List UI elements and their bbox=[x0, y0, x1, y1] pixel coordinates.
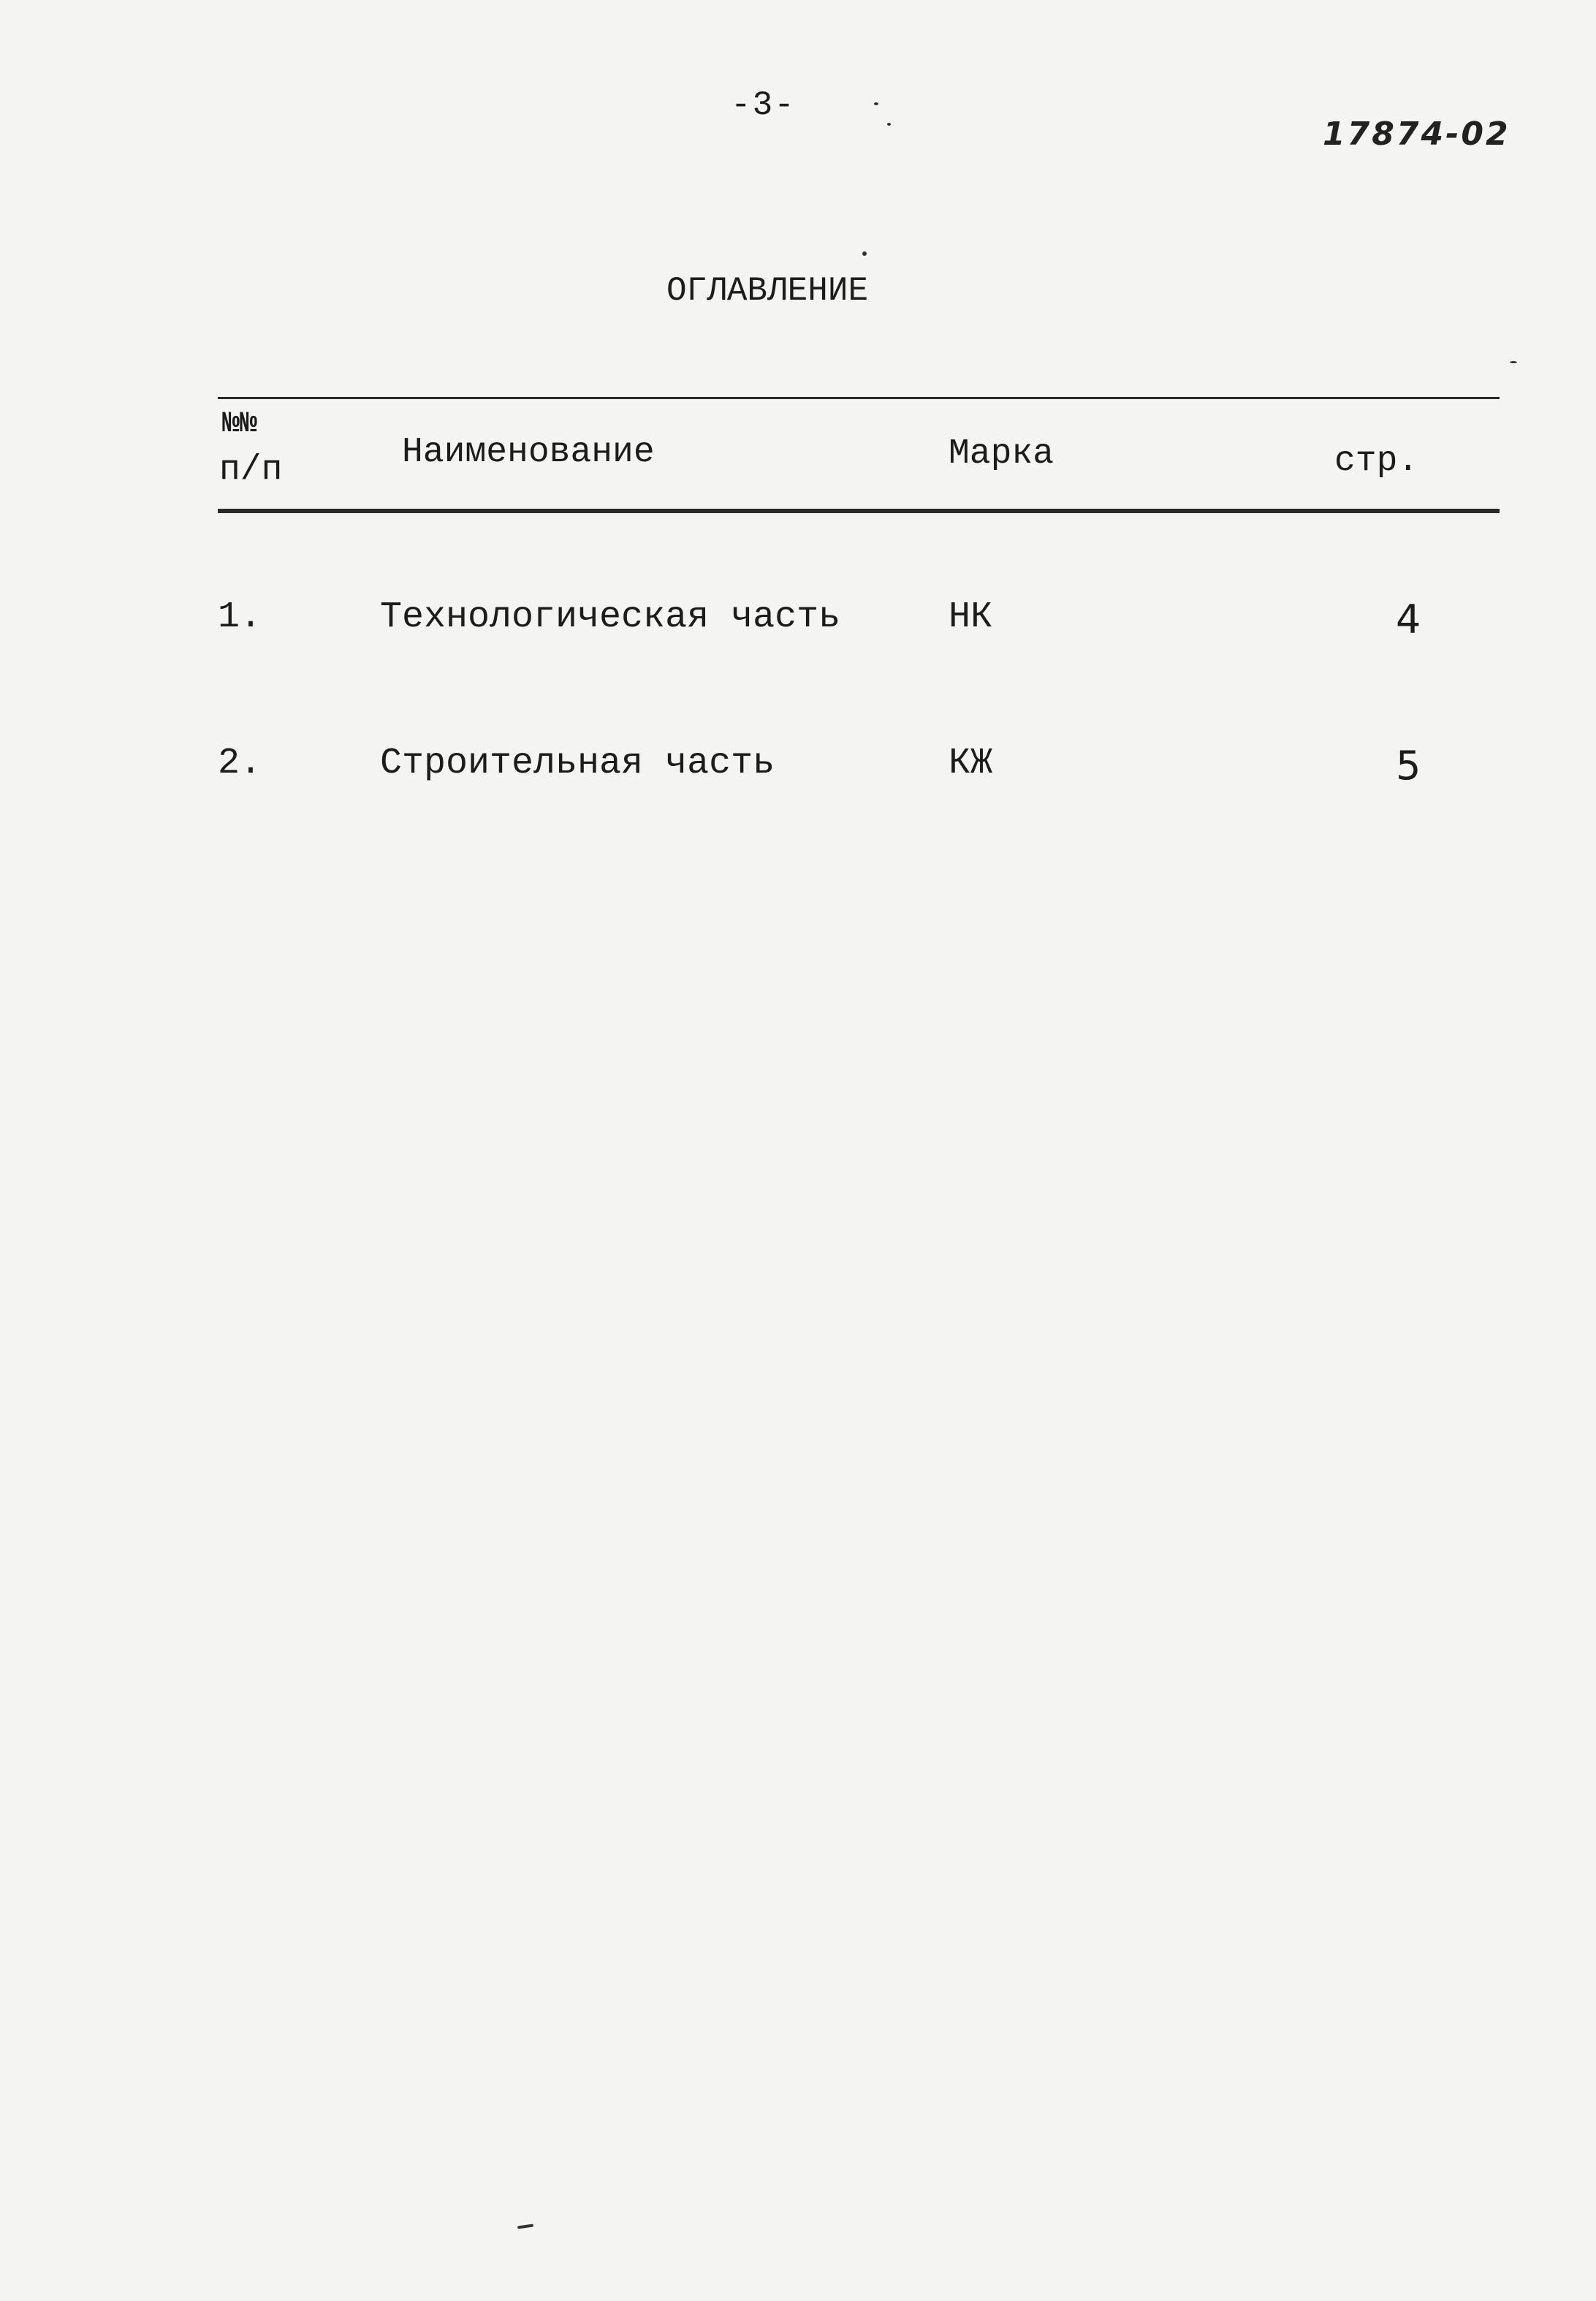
page-number: -3- bbox=[731, 86, 796, 124]
column-header-number-line2: п/п bbox=[219, 450, 283, 490]
row-number: 2. bbox=[218, 743, 262, 784]
column-header-name: Наименование bbox=[402, 433, 655, 472]
scan-speck bbox=[1510, 361, 1517, 363]
document-title: ОГЛАВЛЕНИЕ bbox=[666, 272, 869, 310]
scan-speck bbox=[874, 102, 878, 105]
row-mark: КЖ bbox=[949, 743, 993, 784]
row-name: Технологическая часть bbox=[380, 596, 841, 638]
column-header-mark: Марка bbox=[949, 434, 1054, 474]
column-header-page: стр. bbox=[1334, 441, 1419, 481]
row-number: 1. bbox=[218, 596, 262, 638]
scan-speck bbox=[887, 123, 891, 126]
table-top-rule bbox=[218, 397, 1500, 399]
row-mark: НК bbox=[949, 596, 993, 638]
table-header-rule bbox=[218, 509, 1500, 513]
scan-speck bbox=[517, 2224, 533, 2229]
column-header-number-line1: №№ bbox=[222, 408, 258, 441]
scan-speck bbox=[862, 251, 867, 256]
document-code: 17874-02 bbox=[1323, 115, 1510, 153]
row-name: Строительная часть bbox=[380, 743, 775, 784]
row-page: 5 bbox=[1396, 743, 1421, 789]
row-page: 4 bbox=[1396, 596, 1421, 642]
